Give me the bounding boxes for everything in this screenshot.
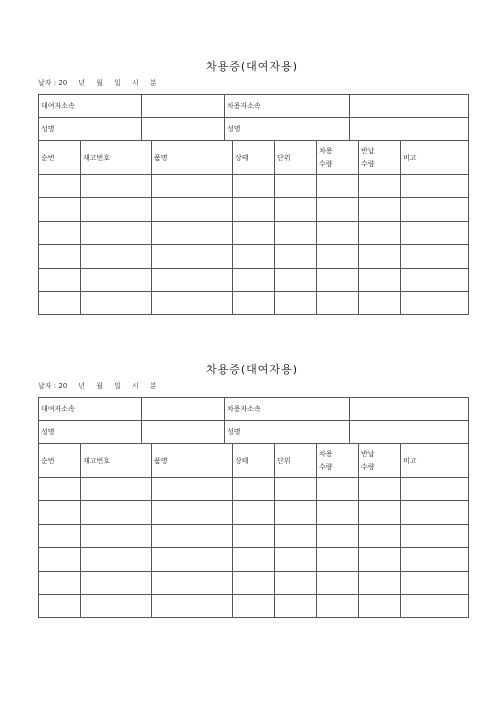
table-cell[interactable] <box>401 198 469 221</box>
table-cell[interactable] <box>152 175 233 198</box>
table-row <box>39 501 469 524</box>
table-cell[interactable] <box>39 571 81 594</box>
column-header <box>233 141 275 175</box>
table-cell[interactable] <box>39 548 81 571</box>
table-cell[interactable] <box>81 524 152 547</box>
table-cell[interactable] <box>359 548 401 571</box>
affiliation-row <box>39 398 469 421</box>
table-row <box>39 571 469 594</box>
table-cell[interactable] <box>81 548 152 571</box>
column-header-line: 상태 <box>235 153 249 162</box>
table-cell[interactable] <box>81 221 152 244</box>
table-cell[interactable] <box>81 291 152 314</box>
date-line: 날자 : 20 년 월 일 시 분 <box>38 382 157 390</box>
column-header <box>81 141 152 175</box>
table-cell[interactable] <box>81 268 152 291</box>
table-cell[interactable] <box>401 594 469 617</box>
table-cell[interactable] <box>275 594 317 617</box>
table-cell[interactable] <box>233 175 275 198</box>
table-cell[interactable] <box>233 268 275 291</box>
column-header-line: 수량 <box>319 159 333 168</box>
table-cell[interactable] <box>275 198 317 221</box>
table-cell[interactable] <box>81 571 152 594</box>
column-header <box>152 444 233 478</box>
table-cell[interactable] <box>317 268 359 291</box>
table-cell[interactable] <box>233 245 275 268</box>
column-header <box>233 444 275 478</box>
column-header <box>359 444 401 478</box>
date-line: 날자 : 20 년 월 일 시 분 <box>38 79 157 87</box>
column-header-line: 상태 <box>235 456 249 465</box>
table-cell[interactable] <box>152 524 233 547</box>
table-cell[interactable] <box>233 478 275 501</box>
column-header-line: 재고번호 <box>83 456 111 465</box>
column-header <box>81 444 152 478</box>
table-row <box>39 548 469 571</box>
table-cell[interactable] <box>233 501 275 524</box>
table-cell[interactable] <box>152 221 233 244</box>
items-header-row <box>39 444 469 478</box>
table-row <box>39 175 469 198</box>
borrower-name-field[interactable] <box>350 421 469 444</box>
column-header <box>39 444 81 478</box>
party-info-table <box>38 397 469 444</box>
items-header-row <box>39 141 469 175</box>
table-cell[interactable] <box>233 548 275 571</box>
table-cell[interactable] <box>39 268 81 291</box>
table-cell[interactable] <box>152 571 233 594</box>
lender-name-field[interactable] <box>142 421 225 444</box>
table-cell[interactable] <box>401 524 469 547</box>
column-header-line: 비고 <box>403 456 417 465</box>
table-cell[interactable] <box>317 524 359 547</box>
column-header <box>275 141 317 175</box>
table-cell[interactable] <box>39 245 81 268</box>
column-header <box>317 444 359 478</box>
affiliation-row <box>39 95 469 118</box>
borrower-affiliation-field[interactable] <box>350 95 469 118</box>
borrower-name-label: 성명 <box>225 421 350 444</box>
table-cell[interactable] <box>152 198 233 221</box>
table-cell[interactable] <box>275 268 317 291</box>
table-cell[interactable] <box>233 571 275 594</box>
column-header-line: 품명 <box>154 153 168 162</box>
table-cell[interactable] <box>401 291 469 314</box>
table-cell[interactable] <box>81 594 152 617</box>
column-header-line: 수량 <box>361 462 375 471</box>
table-cell[interactable] <box>401 268 469 291</box>
table-cell[interactable] <box>233 198 275 221</box>
table-row <box>39 594 469 617</box>
table-cell[interactable] <box>359 245 401 268</box>
table-cell[interactable] <box>152 478 233 501</box>
borrower-name-field[interactable] <box>350 118 469 141</box>
table-cell[interactable] <box>275 478 317 501</box>
table-cell[interactable] <box>317 245 359 268</box>
lender-name-label: 성명 <box>39 421 142 444</box>
table-cell[interactable] <box>401 571 469 594</box>
column-header-line: 품명 <box>154 456 168 465</box>
column-header-line: 반납 <box>361 146 375 155</box>
form-title: 차용증(대여자용) <box>206 60 298 73</box>
table-cell[interactable] <box>317 198 359 221</box>
column-header-line: 비고 <box>403 153 417 162</box>
table-cell[interactable] <box>317 501 359 524</box>
column-header-line: 순번 <box>41 456 55 465</box>
table-cell[interactable] <box>359 501 401 524</box>
lender-affiliation-field[interactable] <box>142 95 225 118</box>
table-row <box>39 268 469 291</box>
items-table <box>38 140 469 315</box>
column-header <box>39 141 81 175</box>
table-cell[interactable] <box>81 501 152 524</box>
table-cell[interactable] <box>81 198 152 221</box>
name-row <box>39 421 469 444</box>
column-header-line: 차용 <box>319 449 333 458</box>
table-cell[interactable] <box>152 268 233 291</box>
form-title: 차용증(대여자용) <box>206 363 298 376</box>
column-header-line: 수량 <box>319 462 333 471</box>
table-cell[interactable] <box>152 594 233 617</box>
name-row <box>39 118 469 141</box>
table-cell[interactable] <box>359 478 401 501</box>
items-table <box>38 443 469 618</box>
table-cell[interactable] <box>39 501 81 524</box>
table-cell[interactable] <box>39 594 81 617</box>
table-cell[interactable] <box>152 291 233 314</box>
borrower-affiliation-label: 차용자소속 <box>225 95 350 118</box>
table-cell[interactable] <box>317 175 359 198</box>
table-cell[interactable] <box>39 221 81 244</box>
table-cell[interactable] <box>317 221 359 244</box>
column-header <box>401 444 469 478</box>
table-cell[interactable] <box>152 548 233 571</box>
borrower-name-label: 성명 <box>225 118 350 141</box>
borrower-affiliation-field[interactable] <box>350 398 469 421</box>
table-cell[interactable] <box>275 548 317 571</box>
lender-name-field[interactable] <box>142 118 225 141</box>
column-header-line: 재고번호 <box>83 153 111 162</box>
table-cell[interactable] <box>317 594 359 617</box>
table-cell[interactable] <box>39 175 81 198</box>
column-header <box>317 141 359 175</box>
table-row <box>39 245 469 268</box>
table-cell[interactable] <box>233 524 275 547</box>
table-cell[interactable] <box>359 268 401 291</box>
column-header-line: 단위 <box>277 456 291 465</box>
column-header-line: 단위 <box>277 153 291 162</box>
table-cell[interactable] <box>81 175 152 198</box>
lender-affiliation-label: 대여자소속 <box>39 95 142 118</box>
table-cell[interactable] <box>275 245 317 268</box>
table-cell[interactable] <box>317 478 359 501</box>
table-cell[interactable] <box>275 501 317 524</box>
table-cell[interactable] <box>401 175 469 198</box>
table-cell[interactable] <box>401 548 469 571</box>
table-cell[interactable] <box>359 571 401 594</box>
table-row <box>39 524 469 547</box>
table-cell[interactable] <box>317 291 359 314</box>
table-cell[interactable] <box>317 571 359 594</box>
table-cell[interactable] <box>39 198 81 221</box>
table-cell[interactable] <box>317 548 359 571</box>
party-info-table <box>38 94 469 141</box>
table-cell[interactable] <box>359 198 401 221</box>
table-cell[interactable] <box>275 291 317 314</box>
table-cell[interactable] <box>39 478 81 501</box>
table-cell[interactable] <box>359 594 401 617</box>
table-cell[interactable] <box>359 221 401 244</box>
table-cell[interactable] <box>359 175 401 198</box>
table-cell[interactable] <box>401 478 469 501</box>
table-cell[interactable] <box>81 245 152 268</box>
lender-affiliation-label: 대여자소속 <box>39 398 142 421</box>
lender-name-label: 성명 <box>39 118 142 141</box>
table-cell[interactable] <box>275 571 317 594</box>
borrower-affiliation-label: 차용자소속 <box>225 398 350 421</box>
column-header-line: 수량 <box>361 159 375 168</box>
table-cell[interactable] <box>275 175 317 198</box>
table-cell[interactable] <box>233 594 275 617</box>
table-cell[interactable] <box>359 524 401 547</box>
table-cell[interactable] <box>275 524 317 547</box>
column-header <box>275 444 317 478</box>
table-cell[interactable] <box>81 478 152 501</box>
column-header-line: 반납 <box>361 449 375 458</box>
column-header-line: 차용 <box>319 146 333 155</box>
table-row <box>39 221 469 244</box>
items-body <box>39 478 469 618</box>
column-header <box>359 141 401 175</box>
table-cell[interactable] <box>401 221 469 244</box>
table-cell[interactable] <box>39 524 81 547</box>
column-header <box>152 141 233 175</box>
table-cell[interactable] <box>152 501 233 524</box>
lender-affiliation-field[interactable] <box>142 398 225 421</box>
table-cell[interactable] <box>401 245 469 268</box>
column-header <box>401 141 469 175</box>
table-row <box>39 291 469 314</box>
table-cell[interactable] <box>401 501 469 524</box>
items-body <box>39 175 469 315</box>
column-header-line: 순번 <box>41 153 55 162</box>
table-cell[interactable] <box>233 291 275 314</box>
table-row <box>39 478 469 501</box>
table-row <box>39 198 469 221</box>
table-cell[interactable] <box>152 245 233 268</box>
table-cell[interactable] <box>39 291 81 314</box>
table-cell[interactable] <box>275 221 317 244</box>
table-cell[interactable] <box>233 221 275 244</box>
table-cell[interactable] <box>359 291 401 314</box>
